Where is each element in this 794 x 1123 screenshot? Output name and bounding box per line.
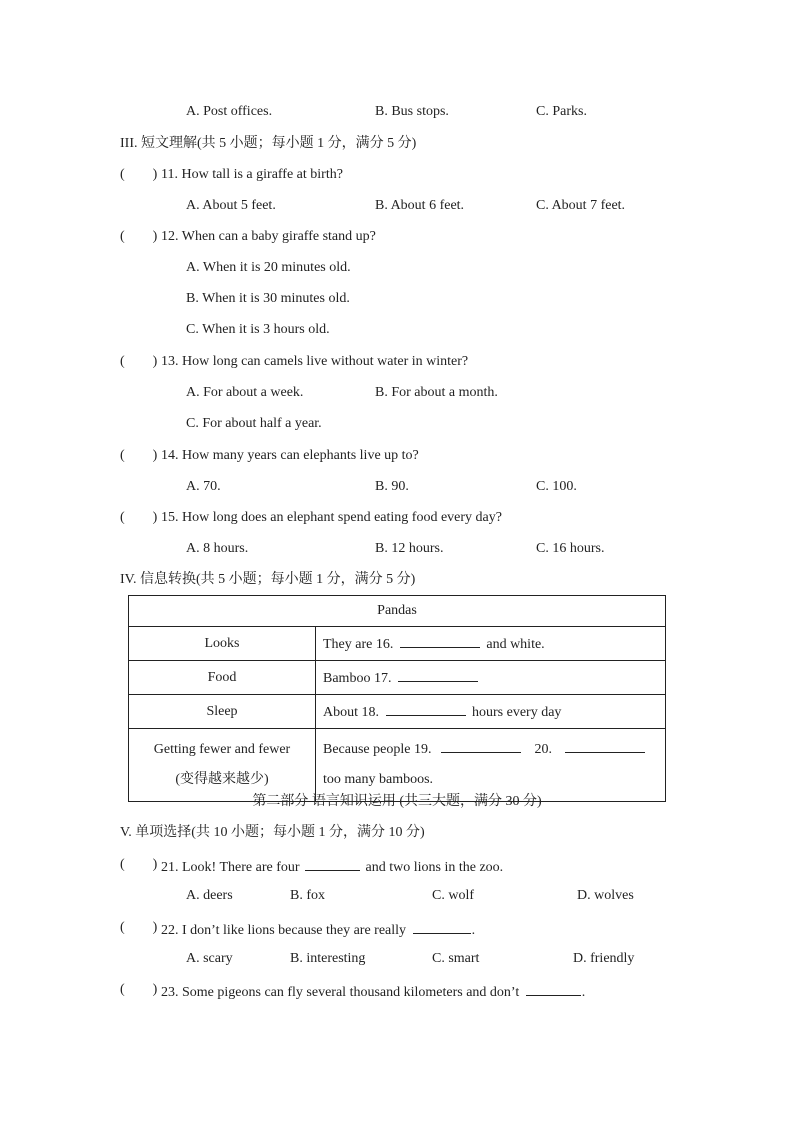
section-3-heading: III. 短文理解(共 5 小题；每小题 1 分，满分 5 分) (120, 136, 417, 151)
q13-option-b: B. For about a month. (375, 385, 498, 400)
q11-option-a: A. About 5 feet. (186, 198, 276, 213)
row-line (323, 735, 658, 765)
q12-option-c: C. When it is 3 hours old. (186, 322, 330, 337)
answer-blank: ( ) (120, 920, 158, 935)
q15-option-b: B. 12 hours. (375, 541, 444, 556)
table-row (129, 661, 666, 695)
question-22-stem (161, 919, 475, 940)
blank-21 (305, 856, 360, 871)
q10-option-b: B. Bus stops. (375, 104, 449, 119)
row-text: and white. (486, 637, 545, 652)
q22-option-b: B. interesting (290, 951, 366, 966)
q10-option-c: C. Parks. (536, 104, 587, 119)
question-23-stem (161, 981, 585, 1002)
part-2-heading: 第二部分 语言知识运用 (共三大题，满分 30 分) (252, 794, 542, 809)
answer-blank: ( ) (120, 857, 158, 872)
table-title: Pandas (129, 596, 666, 627)
table-row (129, 627, 666, 661)
answer-blank: ( ) (120, 982, 158, 997)
stem-text: . (581, 985, 586, 1000)
row-text: too many bamboos. (323, 772, 434, 787)
q10-option-a: A. Post offices. (186, 104, 273, 119)
blank-22 (413, 919, 471, 934)
q11-option-b: B. About 6 feet. (375, 198, 465, 213)
q13-option-c: C. For about half a year. (186, 416, 322, 431)
answer-blank: ( ) (120, 167, 158, 182)
question-21-stem (161, 856, 503, 877)
q13-option-a: A. For about a week. (186, 385, 304, 400)
blank-20 (565, 738, 645, 753)
row-text: 20. (534, 742, 552, 757)
q21-option-a: A. deers (186, 888, 233, 903)
q21-option-b: B. fox (290, 888, 325, 903)
question-15-stem: 15. How long does an elephant spend eating food every day? (161, 510, 502, 525)
row-text: hours every day (472, 705, 562, 720)
q14-option-c: C. 100. (536, 479, 577, 494)
q14-option-b: B. 90. (375, 479, 409, 494)
question-14-stem: 14. How many years can elephants live up to? (161, 448, 419, 463)
q21-option-c: C. wolf (432, 888, 474, 903)
blank-17 (398, 667, 478, 682)
answer-blank: ( ) (120, 354, 158, 369)
q12-option-a: A. When it is 20 minutes old. (186, 260, 351, 275)
question-13-stem: 13. How long can camels live without water in winter? (161, 354, 469, 369)
row-text: About 18. (323, 705, 379, 720)
table-row (129, 695, 666, 729)
row-label-chinese: (变得越来越少) (175, 772, 269, 787)
answer-blank: ( ) (120, 510, 158, 525)
row-text: They are 16. (323, 637, 394, 652)
row-text: Because people 19. (323, 742, 432, 757)
section-4-heading: IV. 信息转换(共 5 小题；每小题 1 分，满分 5 分) (120, 572, 416, 587)
row-label-line: Getting fewer and fewer (153, 742, 291, 757)
blank-19 (441, 738, 521, 753)
q14-option-a: A. 70. (186, 479, 221, 494)
stem-text: and two lions in the zoo. (365, 860, 504, 875)
row-label: Sleep (129, 695, 316, 729)
blank-18 (386, 701, 466, 716)
q12-option-b: B. When it is 30 minutes old. (186, 291, 350, 306)
stem-text: 22. I don’t like lions because they are really (161, 923, 407, 938)
blank-16 (400, 633, 480, 648)
table-row (129, 729, 666, 802)
q11-option-c: C. About 7 feet. (536, 198, 626, 213)
q15-option-c: C. 16 hours. (536, 541, 605, 556)
row-content (316, 661, 666, 695)
q21-option-d: D. wolves (577, 888, 634, 903)
q15-option-a: A. 8 hours. (186, 541, 249, 556)
answer-blank: ( ) (120, 448, 158, 463)
q22-option-c: C. smart (432, 951, 480, 966)
blank-23 (526, 981, 581, 996)
row-text: Bamboo 17. (323, 671, 392, 686)
stem-text: 23. Some pigeons can fly several thousand kilometers and don’t (161, 985, 520, 1000)
stem-text: 21. Look! There are four (161, 860, 300, 875)
question-12-stem: 12. When can a baby giraffe stand up? (161, 229, 376, 244)
row-label (129, 729, 316, 802)
row-content (316, 729, 666, 802)
q22-option-d: D. friendly (573, 951, 635, 966)
stem-text: . (471, 923, 476, 938)
row-content (316, 695, 666, 729)
row-content (316, 627, 666, 661)
row-label: Looks (129, 627, 316, 661)
row-label: Food (129, 661, 316, 695)
section-5-heading: V. 单项选择(共 10 小题；每小题 1 分，满分 10 分) (120, 825, 425, 840)
q22-option-a: A. scary (186, 951, 233, 966)
answer-blank: ( ) (120, 229, 158, 244)
info-table (128, 595, 666, 802)
question-11-stem: 11. How tall is a giraffe at birth? (161, 167, 343, 182)
